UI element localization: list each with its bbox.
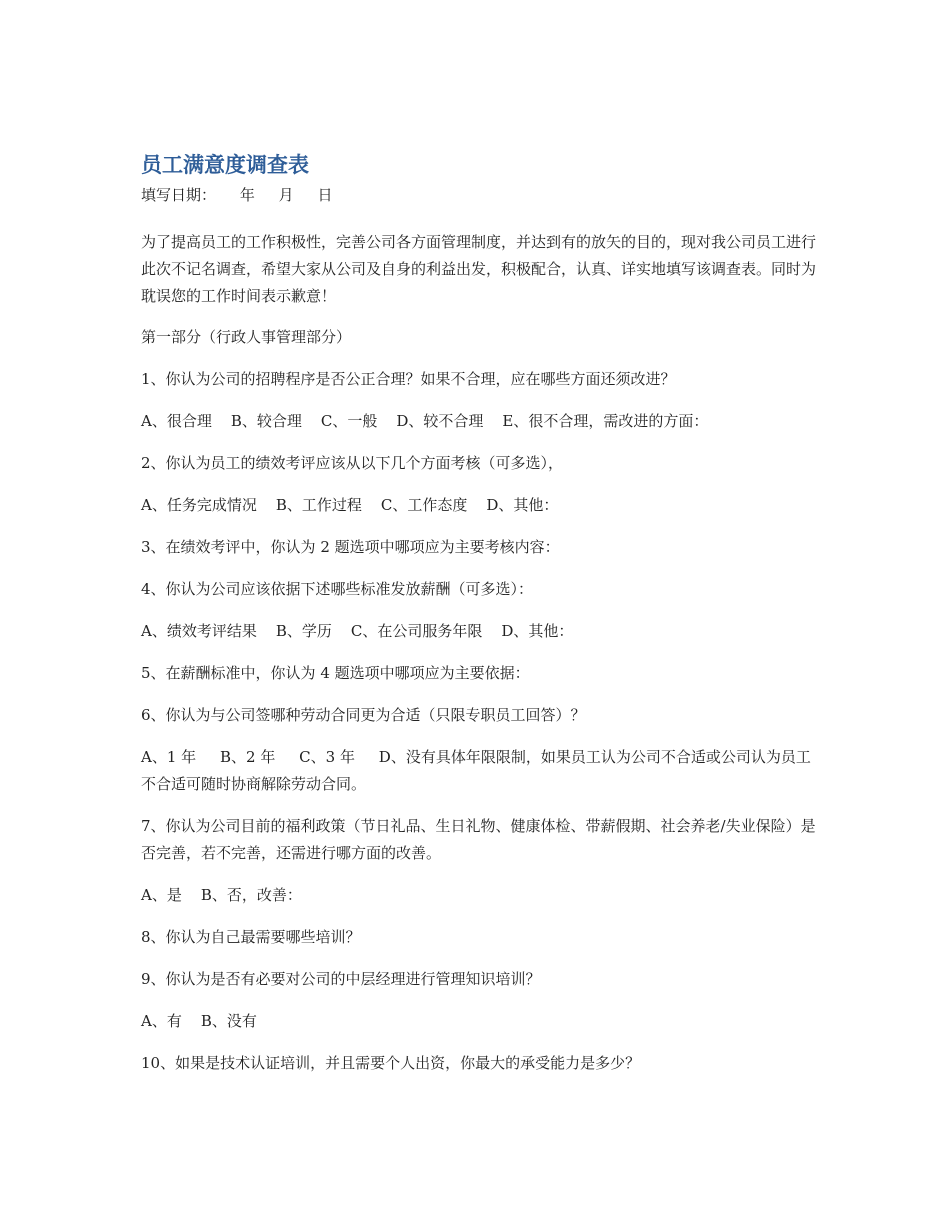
question-9: 9、你认为是否有必要对公司的中层经理进行管理知识培训？ <box>141 970 541 988</box>
question-4: 4、你认为公司应该依据下述哪些标准发放薪酬（可多选）： <box>141 580 534 598</box>
question-9-options <box>141 993 821 1035</box>
section-title: 第一部分（行政人事管理部分） <box>141 328 352 346</box>
option: E、很不合理，需改进的方面： <box>502 412 709 430</box>
question-8: 8、你认为自己最需要哪些培训？ <box>141 928 361 946</box>
question-6: 6、你认为与公司签哪种劳动合同更为合适（只限专职员工回答）？ <box>141 706 586 724</box>
question-7: 7、你认为公司目前的福利政策（节日礼品、生日礼物、健康体检、带薪假期、社会养老/失业保险）是否完善，若不完善，还需进行哪方面的改善。 <box>141 817 816 862</box>
survey-document <box>141 150 821 1077</box>
option: B、学历 <box>275 622 332 640</box>
option: A、绩效考评结果 <box>141 622 257 640</box>
option: C、工作态度 <box>380 496 468 514</box>
option: B、工作过程 <box>275 496 362 514</box>
option: D、较不合理 <box>396 412 484 430</box>
document-title: 员工满意度调查表 <box>141 153 309 177</box>
option: C、一般 <box>320 412 378 430</box>
date-line: 填写日期： 年 月 日 <box>141 186 333 204</box>
question-1: 1、你认为公司的招聘程序是否公正合理？如果不合理，应在哪些方面还须改进？ <box>141 370 676 388</box>
option: A、有 <box>141 1012 182 1030</box>
option: A、是 <box>141 886 182 904</box>
intro-paragraph: 为了提高员工的工作积极性，完善公司各方面管理制度，并达到有的放矢的目的，现对我公司员工进行此次不记名调查，希望大家从公司及自身的利益出发，积极配合，认真、详实地填写该调查表。同时为耽误您的工作时间表示歉意！ <box>141 233 817 305</box>
question-4-options <box>141 603 821 645</box>
question-6-options: A、1 年 B、2 年 C、3 年 D、没有具体年限限制，如果员工认为公司不合适或公司认为员工不合适可随时协商解除劳动合同。 <box>141 748 811 793</box>
option: D、其他： <box>486 496 559 514</box>
option: B、否，改善： <box>200 886 302 904</box>
option: C、在公司服务年限 <box>350 622 483 640</box>
question-1-options <box>141 393 821 435</box>
question-2-options <box>141 477 821 519</box>
option: A、任务完成情况 <box>141 496 257 514</box>
question-2: 2、你认为员工的绩效考评应该从以下几个方面考核（可多选）， <box>141 454 564 472</box>
question-7-options <box>141 867 821 909</box>
option: A、很合理 <box>141 412 212 430</box>
option: B、没有 <box>200 1012 257 1030</box>
option: B、较合理 <box>230 412 302 430</box>
question-3: 3、在绩效考评中，你认为 2 题选项中哪项应为主要考核内容： <box>141 538 560 556</box>
option: D、其他： <box>501 622 574 640</box>
question-10: 10、如果是技术认证培训，并且需要个人出资，你最大的承受能力是多少？ <box>141 1054 641 1072</box>
question-5: 5、在薪酬标准中，你认为 4 题选项中哪项应为主要依据： <box>141 664 530 682</box>
